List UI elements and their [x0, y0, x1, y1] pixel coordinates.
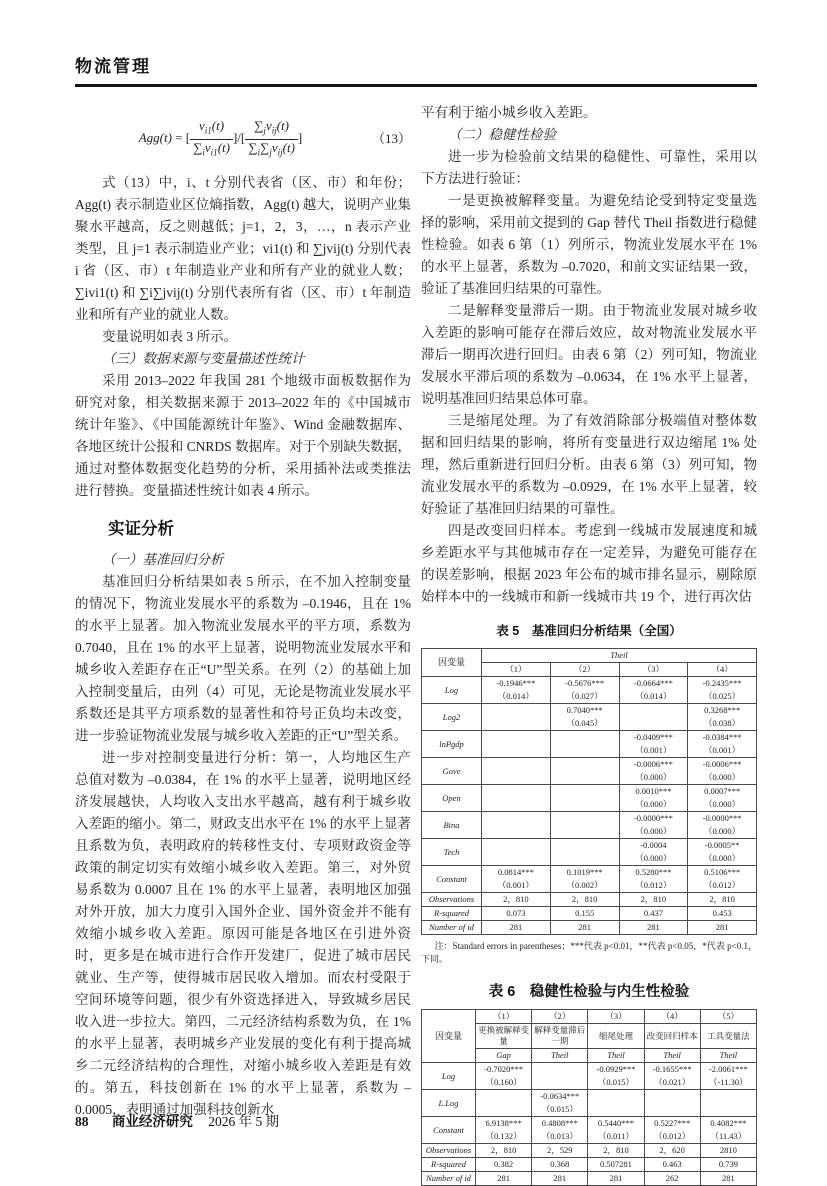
table-row	[422, 921, 757, 935]
equation-close: ]	[297, 130, 303, 146]
table-row	[422, 907, 757, 921]
cell	[619, 704, 688, 718]
cell: -0.0929***	[588, 1063, 644, 1077]
cell: 0.0814***	[482, 866, 551, 880]
cell: 2，620	[644, 1144, 700, 1158]
frac2-den-sigma1: ∑	[248, 139, 258, 155]
cell: 2，810	[588, 1144, 644, 1158]
cell: （0.038）	[688, 717, 757, 731]
page-footer	[75, 1110, 279, 1130]
cell	[550, 839, 619, 853]
cell: （-11.30）	[700, 1076, 756, 1090]
cell: 281	[550, 921, 619, 935]
cell	[482, 758, 551, 772]
corner-label: 因变量	[422, 649, 482, 677]
cell	[482, 717, 551, 731]
table-row	[422, 1010, 757, 1024]
cell: -0.0006***	[619, 758, 688, 772]
cell: （0.000）	[688, 852, 757, 866]
cell: -0.2435***	[688, 677, 757, 691]
cell: 281	[700, 1172, 756, 1186]
cell: 2，810	[550, 893, 619, 907]
table5-note: 注：Standard errors in parentheses；***代表 p<0.01，**代表 p<0.05，*代表 p<0.1，下同。	[421, 941, 757, 964]
equation-equals: = [	[171, 130, 191, 146]
cell: -0.1655***	[644, 1063, 700, 1077]
cell	[482, 812, 551, 826]
cell: 281	[588, 1172, 644, 1186]
row-label: Log	[422, 677, 482, 704]
frac2-den-sigma2: ∑	[260, 139, 270, 155]
cell: 281	[482, 921, 551, 935]
table-row	[422, 649, 757, 663]
cell	[644, 1103, 700, 1117]
cell: 解释变量滞后一期	[532, 1024, 588, 1049]
table-row	[422, 893, 757, 907]
right-column	[421, 102, 757, 1186]
cell: 0.0010***	[619, 785, 688, 799]
paragraph-robustness-intro: 进一步为检验前文结果的稳健性、可靠性，采用以下方法进行验证：	[421, 149, 757, 186]
cell	[644, 1090, 700, 1104]
row-label: Constant	[422, 1117, 476, 1144]
paragraph-control-variables: 进一步对控制变量进行分析：第一，人均地区生产总值对数为 –0.0384，在 1% 的水平上显著，说明地区经济发展越快，人均收入支出水平越高，越有利于城乡收入差距的缩小。第二，财政支出水平在 1% 的水平上显著且系数为负，表明政府的转移性支付、专项财政资金等政策的制定切实有效缩小城乡收入差距。第三，对外贸易系数为 0.0007 且在 1% 的水平上显著，表明地区加强对外开放，加大力度引入国外企业、国外资金并不能有效缩小城乡收入差距。原因可能是各地区在引进外资时，更多是在城市进行合作开发建厂，促进了城市居民就业、生产等，使得城市居民收入增加。而农村受限于空间环境等问题，很少有外资选择进入，导致城乡居民收入进一步拉大。第四，二元经济结构系数为负，在 1% 的水平上显著，表明城乡产业发展的变化有利于提高城乡二元经济结构的合理性，对缩小城乡收入差距是有效的。第五，科技创新在 1% 的水平上显著，系数为 –0.0005，表明通过加强科技创新水	[75, 750, 411, 1118]
cell: 工具变量法	[700, 1024, 756, 1049]
table6-title: 表 6 稳健性检验与内生性检验	[488, 984, 690, 1000]
cell: （0.002）	[550, 879, 619, 893]
cell: -0.0000***	[688, 812, 757, 826]
cell	[482, 785, 551, 799]
cell: 0.5227***	[644, 1117, 700, 1131]
equation-body	[75, 118, 366, 160]
cell	[550, 758, 619, 772]
cell: （0.001）	[688, 744, 757, 758]
paragraph-table3-ref: 变量说明如表 3 所示。	[102, 329, 237, 345]
cell: 6.9138***	[476, 1117, 532, 1131]
cell: 0.0007***	[688, 785, 757, 799]
row-label: Bina	[422, 812, 482, 839]
cell: （3）	[619, 663, 688, 677]
cell: 2，810	[482, 893, 551, 907]
fraction-1	[190, 118, 233, 160]
cell: （5）	[700, 1010, 756, 1024]
cell: -0.0384***	[688, 731, 757, 745]
cell: 0.5280***	[619, 866, 688, 880]
cell: （2）	[550, 663, 619, 677]
row-label: R-squared	[422, 907, 482, 921]
row-label: Number of id	[422, 921, 482, 935]
cell: 0.3268***	[688, 704, 757, 718]
cell: （2）	[532, 1010, 588, 1024]
table-row	[422, 785, 757, 799]
table-row	[422, 866, 757, 880]
cell: Theil	[700, 1049, 756, 1063]
frac2-den-var: v	[271, 139, 278, 155]
row-label: Log2	[422, 704, 482, 731]
row-label: Number of id	[422, 1172, 476, 1186]
frac1-den-arg: (t)	[217, 139, 230, 155]
frac2-num-sub: ij	[271, 125, 277, 136]
subsection-heading-baseline-regression: （一）基准回归分析	[102, 552, 224, 568]
cell: （0.027）	[550, 690, 619, 704]
cell: Theil	[532, 1049, 588, 1063]
paragraph-formula-explain: 式（13）中，i、t 分别代表省（区、市）和年份；Agg(t) 表示制造业区位熵指数，Agg(t) 越大，说明产业集聚水平越高，反之则越低；j=1，2，3，…，n 表示产业类型，且 j=1 表示制造业产业；vi1(t) 和 ∑jvij(t) 分别代表 i 省（区、市）t 年制造业产业和所有产业的就业人数；∑ivi1(t) 和 ∑i∑jvij(t) 分别代表所有省（区、市）t 年制造业和所有产业的就业人数。	[75, 175, 411, 323]
cell: 0.507281	[588, 1158, 644, 1172]
table-row	[422, 1063, 757, 1077]
row-label: R-squared	[422, 1158, 476, 1172]
row-label: Constant	[422, 866, 482, 893]
frac1-num-sub: i1	[204, 125, 212, 136]
cell: （4）	[644, 1010, 700, 1024]
paragraph-data-source: 采用 2013–2022 年我国 281 个地级市面板数据作为研究对象，相关数据来源于 2013–2022 年的《中国城市统计年鉴》、《中国能源统计年鉴》、Wind 金融数据库、各地区统计公报和 CNRDS 数据库。对于个别缺失数据，通过对整体数据变化趋势的分析，采用插补法或类推法进行替换。变量描述性统计如表 4 所示。	[75, 373, 411, 499]
frac2-num-sigma-sub: j	[263, 125, 266, 136]
cell: （0.000）	[619, 798, 688, 812]
issue-label: 2026 年 5 期	[208, 1114, 280, 1129]
cell: 281	[688, 921, 757, 935]
table-5-baseline-regression	[421, 648, 757, 935]
cell	[476, 1090, 532, 1104]
cell	[482, 731, 551, 745]
header-rule	[75, 84, 757, 87]
paragraph-baseline-results: 基准回归分析结果如表 5 所示，在不加入控制变量的情况下，物流业发展水平的系数为 –0.1946，且在 1% 的水平上显著。加入物流业发展水平的平方项，系数为 0.7040，且在 1% 的水平上显著，说明物流业发展水平和城乡收入差距存在正“U”型关系。在列（2）的基础上加入控制变量后，由列（4）可见，无论是物流业发展水平系数还是其平方项系数的显著性和符号正负均未改变，进一步验证物流业发展与城乡收入差距的正“U”型关系。	[75, 574, 411, 744]
cell: 281	[532, 1172, 588, 1186]
cell: 0.073	[482, 907, 551, 921]
cell: （0.000）	[619, 825, 688, 839]
paragraph-robustness-2: 二是解释变量滞后一期。由于物流业发展对城乡收入差距的影响可能存在滞后效应，故对物流业发展水平滞后一期再次进行回归。由表 6 第（2）列可知，物流业发展水平滞后项的系数为 –0.0634，在 1% 水平上显著，说明基准回归结果总体可靠。	[421, 303, 757, 406]
cell: （0.011）	[588, 1130, 644, 1144]
cell: （0.000）	[688, 825, 757, 839]
frac2-den-sigma2-sub: j	[269, 147, 272, 158]
cell	[619, 717, 688, 731]
cell	[550, 812, 619, 826]
cell: （0.045）	[550, 717, 619, 731]
cell: （0.021）	[644, 1076, 700, 1090]
cell: 0.4082***	[700, 1117, 756, 1131]
cell: （0.015）	[532, 1103, 588, 1117]
paragraph-robustness-4: 四是改变回归样本。考虑到一线城市发展速度和城乡差距水平与其他城市存在一定差异，为避免可能存在的误差影响，根据 2023 年公布的城市排名显示，剔除原始样本中的一线城市和新一线城市共 19 个，进行再次估	[421, 523, 757, 604]
dep-var-header: Theil	[482, 649, 757, 663]
table-row	[422, 704, 757, 718]
table5-title: 表 5 基准回归分析结果（全国）	[496, 624, 682, 638]
cell: -0.0634***	[532, 1090, 588, 1104]
cell	[482, 704, 551, 718]
frac2-den-sub: ij	[277, 147, 283, 158]
cell	[532, 1076, 588, 1090]
cell: （0.015）	[588, 1076, 644, 1090]
cell: （1）	[476, 1010, 532, 1024]
cell	[482, 771, 551, 785]
cell	[700, 1090, 756, 1104]
cell: Theil	[644, 1049, 700, 1063]
table-row	[422, 731, 757, 745]
cell: Gap	[476, 1049, 532, 1063]
cell	[482, 839, 551, 853]
cell	[700, 1103, 756, 1117]
section-title-empirical-analysis: 实证分析	[108, 520, 174, 539]
cell	[588, 1090, 644, 1104]
cell: 0.4808***	[532, 1117, 588, 1131]
cell: （4）	[688, 663, 757, 677]
cell: 改变回归样本	[644, 1024, 700, 1049]
table-row	[422, 839, 757, 853]
cell: 0.382	[476, 1158, 532, 1172]
equation-number: （13）	[371, 131, 411, 147]
cell: 2，810	[476, 1144, 532, 1158]
cell: 0.1019***	[550, 866, 619, 880]
cell: （3）	[588, 1010, 644, 1024]
equation-13	[75, 118, 411, 160]
row-label: Tech	[422, 839, 482, 866]
left-column	[75, 102, 411, 1121]
table-row	[422, 1090, 757, 1104]
table-row	[422, 1117, 757, 1131]
cell	[476, 1103, 532, 1117]
frac1-den-sigma: ∑	[193, 139, 203, 155]
cell: 0.155	[550, 907, 619, 921]
cell: 2，810	[619, 893, 688, 907]
table-row	[422, 1158, 757, 1172]
cell: -0.0000***	[619, 812, 688, 826]
frac1-den-sigma-sub: i	[202, 147, 205, 158]
cell: -0.0004	[619, 839, 688, 853]
cell: -0.1946***	[482, 677, 551, 691]
cell: -0.0006***	[688, 758, 757, 772]
cell	[588, 1103, 644, 1117]
cell: （0.000）	[688, 798, 757, 812]
frac2-den-sigma1-sub: i	[257, 147, 261, 158]
page-number: 88	[75, 1114, 89, 1129]
subsection-heading-robustness: （二）稳健性检验	[448, 127, 556, 142]
paragraph-continuation: 平有利于缩小城乡收入差距。	[421, 105, 597, 120]
row-label: Observations	[422, 893, 482, 907]
cell: 281	[476, 1172, 532, 1186]
cell: 0.5440***	[588, 1117, 644, 1131]
cell: （0.025）	[688, 690, 757, 704]
cell	[550, 798, 619, 812]
cell: 0.463	[644, 1158, 700, 1172]
cell: 281	[619, 921, 688, 935]
cell	[482, 744, 551, 758]
cell	[532, 1063, 588, 1077]
cell: Theil	[588, 1049, 644, 1063]
cell: （0.000）	[619, 852, 688, 866]
cell: -0.0005**	[688, 839, 757, 853]
frac1-den-sub: i1	[210, 147, 218, 158]
cell: 0.7040***	[550, 704, 619, 718]
cell: （1）	[482, 663, 551, 677]
cell: 更换被解释变量	[476, 1024, 532, 1049]
cell: -0.0664***	[619, 677, 688, 691]
cell	[550, 731, 619, 745]
cell: -0.0409***	[619, 731, 688, 745]
cell	[550, 852, 619, 866]
cell: （0.013）	[532, 1130, 588, 1144]
cell: （0.012）	[619, 879, 688, 893]
row-label: L.Log	[422, 1090, 476, 1117]
subsection-heading-data-source: （三）数据来源与变量描述性统计	[102, 351, 305, 367]
frac2-num-arg: (t)	[276, 118, 290, 133]
table-row	[422, 1144, 757, 1158]
cell: （0.001）	[482, 879, 551, 893]
cell: （0.160）	[476, 1076, 532, 1090]
cell: 2，529	[532, 1144, 588, 1158]
cell: （11.43）	[700, 1130, 756, 1144]
table-row	[422, 677, 757, 691]
equation-function: Agg(t)	[138, 130, 172, 146]
cell	[482, 852, 551, 866]
frac1-num-arg: (t)	[211, 118, 225, 133]
table-row	[422, 1172, 757, 1186]
corner-label: 因变量	[422, 1010, 476, 1063]
cell: -0.5676***	[550, 677, 619, 691]
cell: 0.453	[688, 907, 757, 921]
row-label: Observations	[422, 1144, 476, 1158]
cell: （0.012）	[688, 879, 757, 893]
row-label: Log	[422, 1063, 476, 1090]
cell: 262	[644, 1172, 700, 1186]
table-row	[422, 758, 757, 772]
frac1-den-var: v	[204, 139, 211, 155]
cell: 2，810	[688, 893, 757, 907]
cell: -0.7020***	[476, 1063, 532, 1077]
frac2-den-arg: (t)	[282, 139, 295, 155]
frac2-num-var: v	[265, 118, 272, 133]
cell: （0.012）	[644, 1130, 700, 1144]
equation-divider: ]/[	[232, 130, 246, 146]
row-label: Gove	[422, 758, 482, 785]
cell	[482, 825, 551, 839]
cell: （0.000）	[688, 771, 757, 785]
cell: （0.132）	[476, 1130, 532, 1144]
journal-name: 商业经济研究	[111, 1114, 193, 1129]
fraction-2	[245, 118, 298, 160]
cell: 0.739	[700, 1158, 756, 1172]
cell	[550, 744, 619, 758]
cell: （0.014）	[482, 690, 551, 704]
running-head: 物流管理	[75, 57, 151, 76]
cell	[550, 825, 619, 839]
frac2-num-sigma: ∑	[254, 118, 264, 133]
cell: 0.368	[532, 1158, 588, 1172]
paragraph-robustness-1: 一是更换被解释变量。为避免结论受到特定变量选择的影响，采用前文提到的 Gap 替代 Theil 指数进行稳健性检验。如表 6 第（1）列所示，物流业发展水平在 1% 的水平上显著，系数为 –0.7020，和前文实证结果一致，验证了基准回归结果的可靠性。	[421, 193, 757, 296]
cell	[550, 785, 619, 799]
cell: 0.5106***	[688, 866, 757, 880]
cell: 缩尾处理	[588, 1024, 644, 1049]
cell: 2810	[700, 1144, 756, 1158]
row-label: Open	[422, 785, 482, 812]
cell: （0.014）	[619, 690, 688, 704]
cell: -2.0061***	[700, 1063, 756, 1077]
table-row	[422, 812, 757, 826]
frac1-num-var: v	[198, 118, 205, 133]
paragraph-robustness-3: 三是缩尾处理。为了有效消除部分极端值对整体数据和回归结果的影响，将所有变量进行双边缩尾 1% 处理，然后重新进行回归分析。由表 6 第（3）列可知，物流业发展水平的系数为 –0.0929，在 1% 水平上显著，较好验证了基准回归结果的可靠性。	[421, 413, 757, 516]
cell: （0.001）	[619, 744, 688, 758]
cell	[482, 798, 551, 812]
cell: 0.437	[619, 907, 688, 921]
cell	[550, 771, 619, 785]
row-label: lnPgdp	[422, 731, 482, 758]
table-6-robustness-endogeneity	[421, 1009, 757, 1186]
cell: （0.000）	[619, 771, 688, 785]
